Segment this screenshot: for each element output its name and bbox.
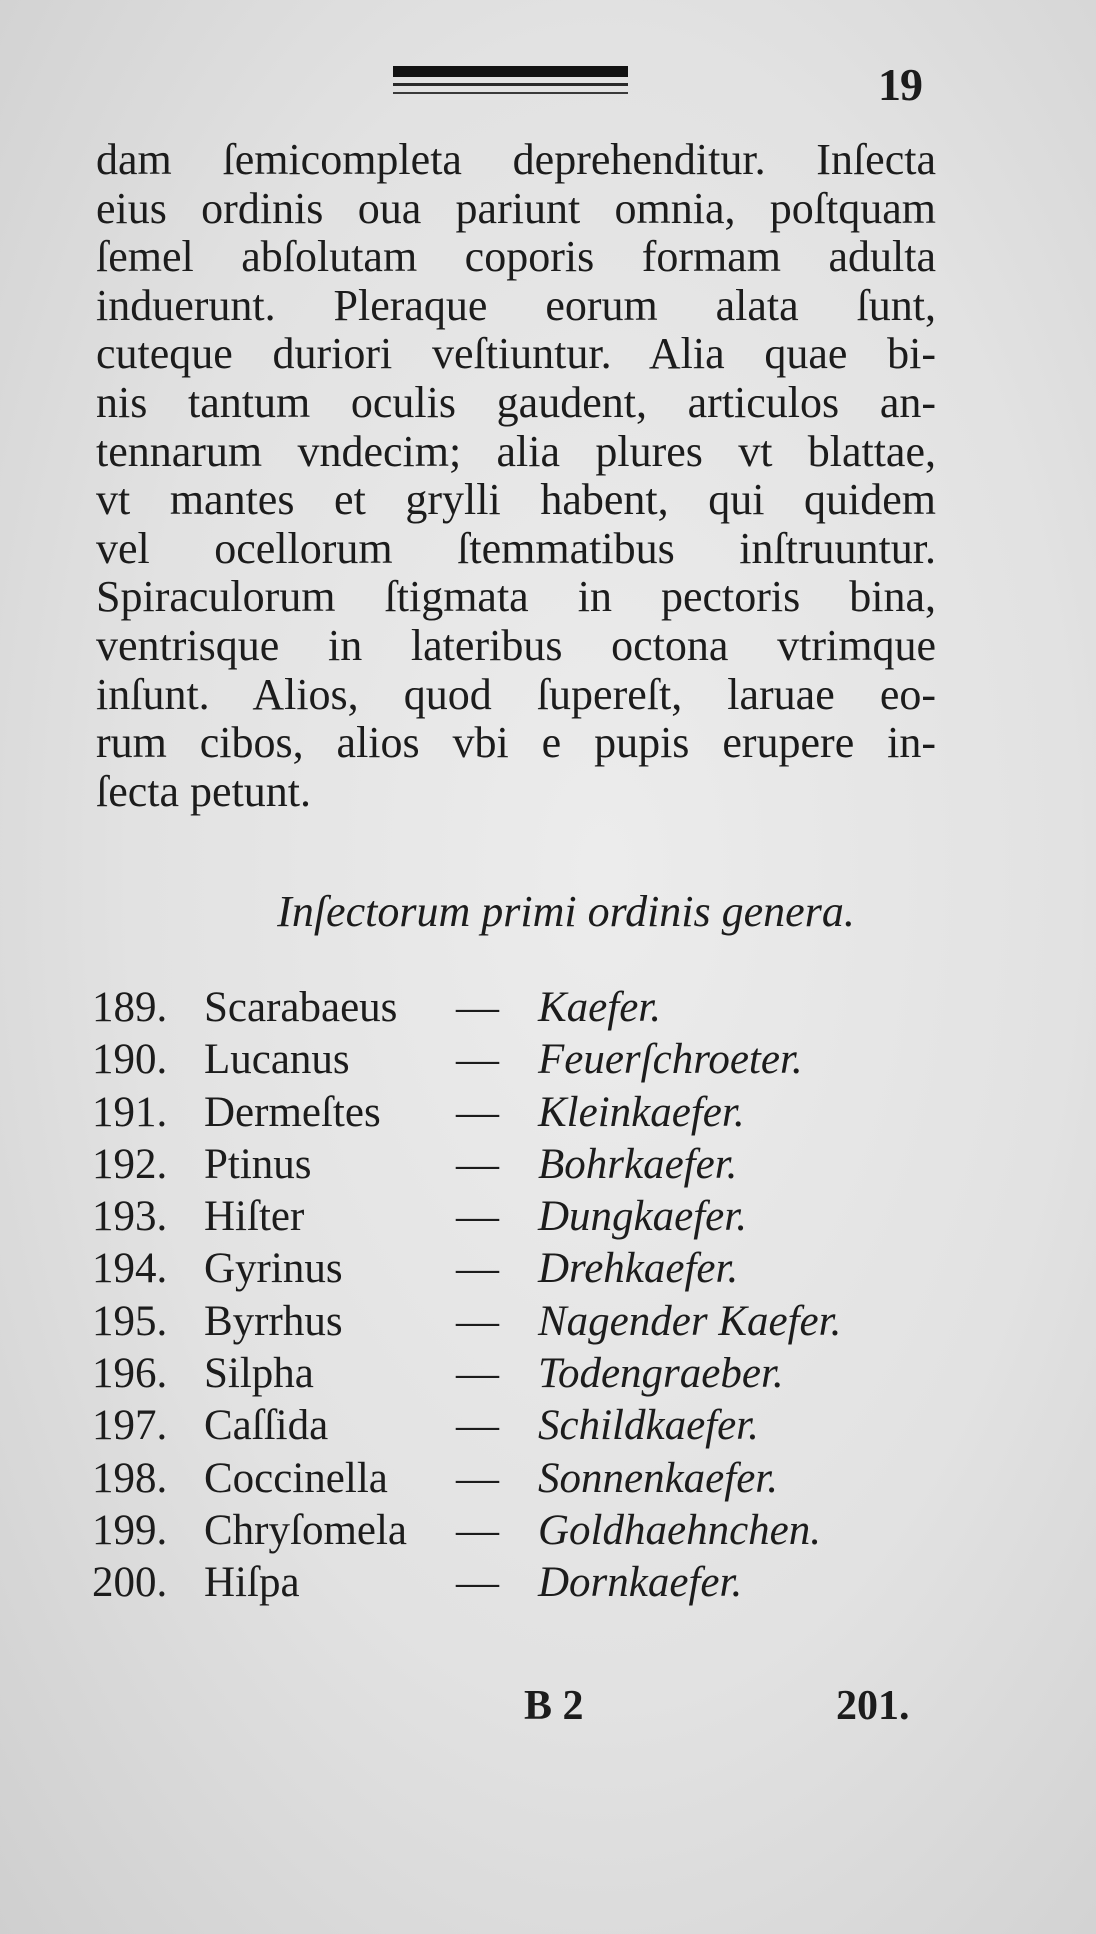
paragraph-line: dam ſemicompleta deprehenditur. Inſecta [96, 135, 936, 184]
genus-number: 200. [92, 1559, 168, 1607]
paragraph-line: vel ocellorum ſtemmatibus inſtruuntur. [96, 523, 936, 573]
genus-german-name: Dornkaefer. [538, 1559, 743, 1607]
genus-dash: — [456, 1559, 499, 1607]
paragraph-line: ſemel abſolutam coporis formam adulta [96, 232, 936, 282]
genus-german-name: Kaefer. [538, 984, 662, 1031]
genus-german-name: Bohrkaefer. [538, 1140, 738, 1188]
genus-latin-name: Hiſter [204, 1193, 305, 1241]
signature-mark: B 2 [524, 1683, 584, 1729]
genus-row [92, 1348, 1012, 1400]
genus-dash: — [456, 1506, 499, 1554]
genus-german-name: Schildkaefer. [538, 1402, 759, 1450]
genus-dash: — [456, 1402, 499, 1450]
genus-row [92, 1557, 1012, 1609]
page-number: 19 [878, 59, 922, 110]
genus-dash: — [456, 1088, 499, 1136]
genus-number: 195. [92, 1297, 168, 1345]
genus-german-name: Goldhaehnchen. [538, 1506, 822, 1554]
paragraph-line: ſecta petunt. [96, 766, 312, 816]
thick-rule-line [393, 66, 628, 77]
genus-german-name: Sonnenkaefer. [538, 1454, 779, 1502]
genus-dash: — [456, 984, 499, 1031]
thin-rule-line-lower [393, 92, 628, 94]
paragraph-line: nis tantum oculis gaudent, articulos an- [96, 377, 936, 427]
paragraph-line: rum cibos, alios vbi e pupis erupere in- [96, 718, 936, 768]
genus-number: 190. [92, 1036, 168, 1084]
genus-dash: — [456, 1454, 499, 1502]
genus-latin-name: Caſſida [204, 1402, 329, 1450]
body-paragraph [96, 136, 936, 816]
genus-row [92, 1505, 1012, 1557]
genus-latin-name: Gyrinus [204, 1245, 343, 1293]
genus-latin-name: Hiſpa [204, 1559, 300, 1607]
section-heading: Inſectorum primi ordinis genera. [277, 887, 855, 936]
genus-dash: — [456, 1140, 499, 1188]
paragraph-line: cuteque duriori veſtiuntur. Alia quae bi- [96, 329, 936, 379]
genus-row [92, 1400, 1012, 1452]
genus-number: 194. [92, 1245, 168, 1293]
genus-number: 191. [92, 1088, 168, 1136]
genus-number: 189. [92, 984, 168, 1031]
genus-number: 198. [92, 1454, 168, 1502]
paragraph-line: induerunt. Pleraque eorum alata ſunt, [96, 280, 936, 330]
genus-row [92, 1296, 1012, 1348]
genus-latin-name: Dermeſtes [204, 1088, 381, 1136]
genus-dash: — [456, 1193, 499, 1241]
genus-number: 192. [92, 1140, 168, 1188]
genus-latin-name: Coccinella [204, 1454, 388, 1502]
genus-row [92, 1139, 1012, 1191]
paragraph-line: vt mantes et grylli habent, qui quidem [96, 475, 936, 525]
genus-dash: — [456, 1036, 499, 1084]
genus-row [92, 1453, 1012, 1505]
genus-latin-name: Scarabaeus [204, 984, 398, 1031]
genus-row [92, 1087, 1012, 1139]
genus-latin-name: Lucanus [204, 1036, 350, 1084]
genus-latin-name: Chryſomela [204, 1506, 408, 1554]
genus-number: 193. [92, 1193, 168, 1241]
header-ornament-rule [393, 66, 628, 94]
genus-number: 197. [92, 1402, 168, 1450]
genus-german-name: Todengraeber. [538, 1350, 784, 1398]
genus-row [92, 1243, 1012, 1295]
paragraph-line: Spiraculorum ſtigmata in pectoris bina, [96, 572, 936, 622]
genus-german-name: Dungkaefer. [538, 1193, 747, 1241]
genus-german-name: Kleinkaefer. [538, 1088, 745, 1136]
genus-latin-name: Silpha [204, 1350, 314, 1398]
catchword: 201. [836, 1683, 910, 1729]
genus-german-name: Nagender Kaefer. [538, 1297, 842, 1345]
genus-dash: — [456, 1245, 499, 1293]
genus-latin-name: Ptinus [204, 1140, 312, 1188]
genus-number: 199. [92, 1506, 168, 1554]
genus-german-name: Drehkaefer. [538, 1245, 739, 1293]
paragraph-line: eius ordinis oua pariunt omnia, poſtquam [96, 183, 936, 233]
genera-list [92, 982, 1012, 1610]
paragraph-line: inſunt. Alios, quod ſupereſt, laruae eo- [96, 669, 936, 719]
genus-dash: — [456, 1350, 499, 1398]
genus-dash: — [456, 1297, 499, 1345]
thin-rule-line [393, 83, 628, 86]
paragraph-line: ventrisque in lateribus octona vtrimque [96, 620, 936, 670]
genus-row [92, 1191, 1012, 1243]
genus-row [92, 1034, 1012, 1086]
genus-latin-name: Byrrhus [204, 1297, 343, 1345]
genus-german-name: Feuerſchroeter. [538, 1036, 803, 1084]
genus-number: 196. [92, 1350, 168, 1398]
paragraph-line: tennarum vndecim; alia plures vt blattae, [96, 426, 936, 476]
genus-row [92, 982, 1012, 1034]
